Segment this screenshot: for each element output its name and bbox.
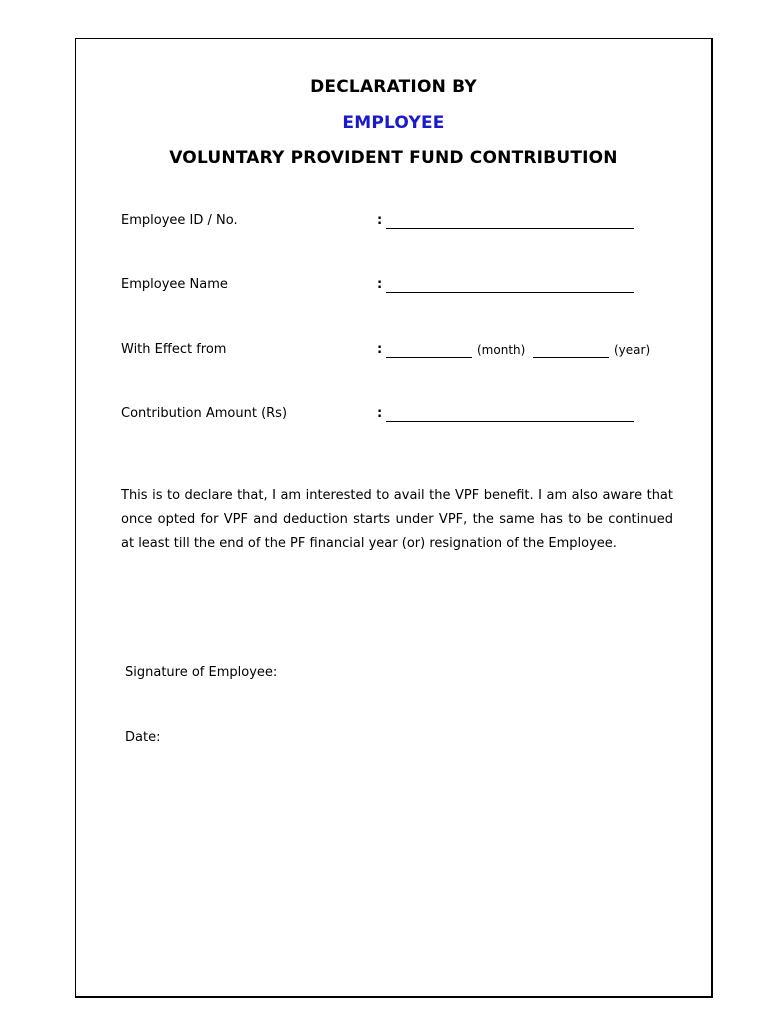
effect-from-row <box>121 342 681 362</box>
date-label: Date: <box>125 730 161 745</box>
form-title-line-2: EMPLOYEE <box>342 113 445 133</box>
contribution-amount-blank <box>386 421 634 422</box>
effect-year-blank <box>533 357 609 358</box>
declaration-paragraph: This is to declare that, I am interested to avail the VPF benefit. I am also aware that once opted for VPF and deduction starts under VPF, the same has to be continued at least till the end of the PF financial year (or) resignation of the Employee. <box>121 488 673 551</box>
employee-id-row <box>121 213 681 233</box>
employee-name-label: Employee Name <box>121 277 228 292</box>
effect-from-label: With Effect from <box>121 342 227 357</box>
signature-label: Signature of Employee: <box>125 665 278 680</box>
contribution-amount-label: Contribution Amount (Rs) <box>121 406 288 421</box>
contribution-amount-row <box>121 406 681 426</box>
effect-month-blank <box>386 357 472 358</box>
employee-name-colon: : <box>377 277 383 292</box>
employee-id-colon: : <box>377 213 383 228</box>
declaration-form-page <box>75 38 713 998</box>
employee-id-blank <box>386 228 634 229</box>
effect-year-label: (year) <box>614 343 651 357</box>
effect-from-colon: : <box>377 342 383 357</box>
form-title-line-3: VOLUNTARY PROVIDENT FUND CONTRIBUTION <box>169 148 618 168</box>
effect-month-label: (month) <box>477 343 526 357</box>
employee-name-blank <box>386 292 634 293</box>
employee-name-row <box>121 277 681 297</box>
form-title-line-1: DECLARATION BY <box>310 77 477 97</box>
contribution-amount-colon: : <box>377 406 383 421</box>
employee-id-label: Employee ID / No. <box>121 213 238 228</box>
